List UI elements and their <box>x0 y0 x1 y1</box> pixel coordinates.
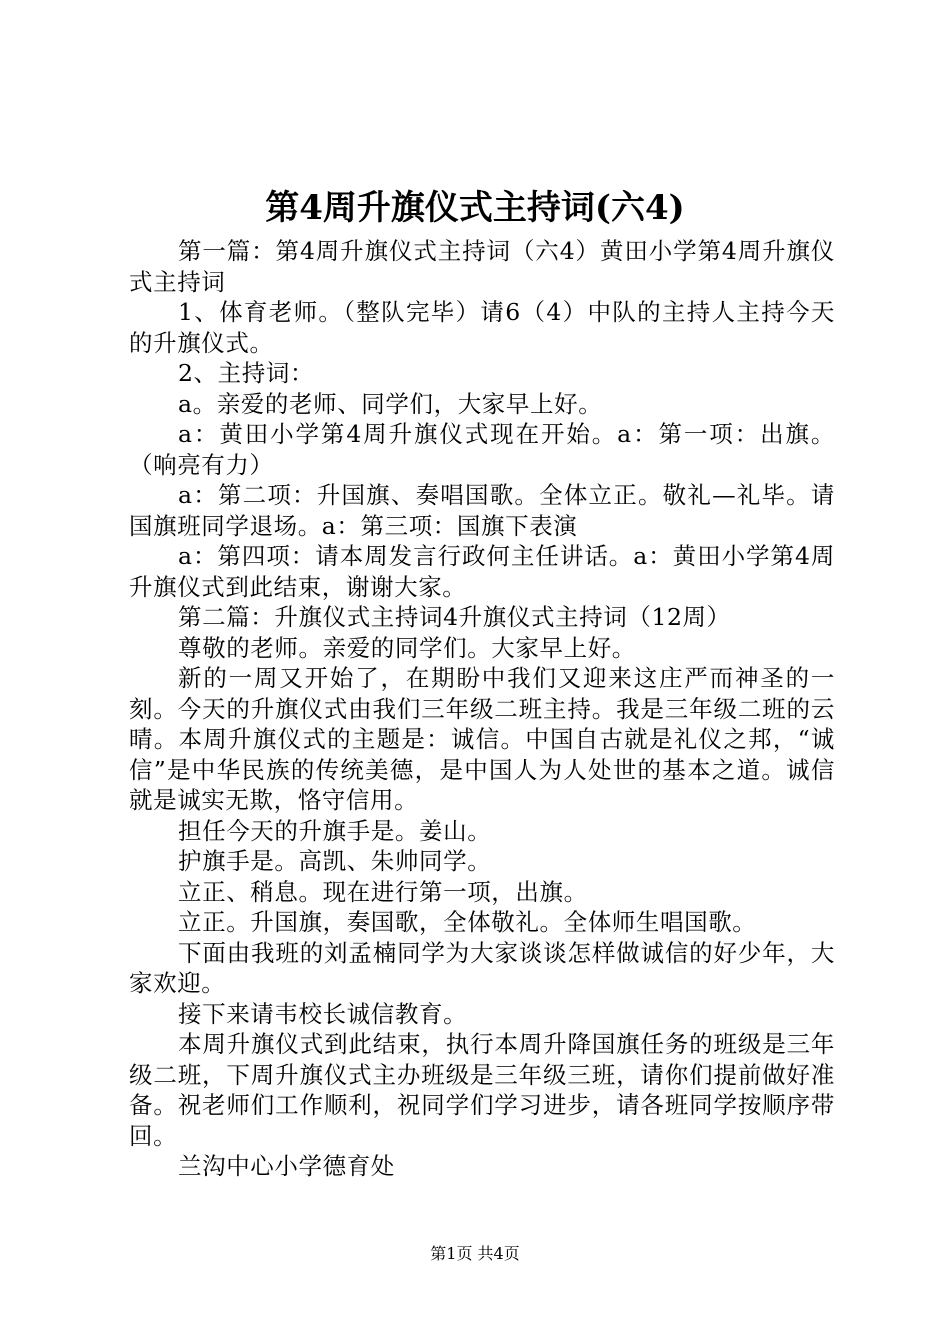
paragraph: 护旗手是。高凯、朱帅同学。 <box>178 847 492 875</box>
paragraph: 接下来请韦校长诚信教育。 <box>178 999 468 1028</box>
paragraph: 本周升旗仪式到此结束，执行本周升降国旗任务的班级是三年级二班，下周升旗仪式主办班级是三年级三班，请你们提前做好准备。祝老师们工作顺利，祝同学们学习进步，请各班同学按顺序带回。 <box>129 1030 835 1150</box>
paragraph: 下面由我班的刘孟楠同学为大家谈谈怎样做诚信的好少年，大家欢迎。 <box>129 938 835 997</box>
page-number-footer: 第1页 共4页 <box>430 1244 520 1263</box>
paragraph: 立正、稍息。现在进行第一项，出旗。 <box>178 877 588 906</box>
paragraph: 第二篇：升旗仪式主持词4升旗仪式主持词（12周） <box>178 603 731 631</box>
paragraph: 1、体育老师。（整队完毕）请6（4）中队的主持人主持今天的升旗仪式。 <box>129 298 835 357</box>
paragraph: a：第二项：升国旗、奏唱国歌。全体立正。敬礼—礼毕。请国旗班同学退场。a：第三项：国旗下表演 <box>129 481 835 540</box>
paragraph: 立正。升国旗，奏国歌，全体敬礼。全体师生唱国歌。 <box>178 908 757 936</box>
paragraph: 新的一周又开始了，在期盼中我们又迎来这庄严而神圣的一刻。今天的升旗仪式由我们三年级二班主持。我是三年级二班的云晴。本周升旗仪式的主题是：诚信。中国自古就是礼仪之邦，“诚信”是中华民族的传统美德，是中国人为人处世的基本之道。诚信就是诚实无欺，恪守信用。 <box>129 664 835 814</box>
paragraph: 2、主持词： <box>178 359 315 387</box>
paragraph: 担任今天的升旗手是。姜山。 <box>178 816 492 845</box>
paragraph: a。亲爱的老师、同学们，大家早上好。 <box>178 389 603 418</box>
document-title: 第4周升旗仪式主持词(六4) <box>265 188 685 228</box>
document-body <box>129 236 835 1182</box>
paragraph: 第一篇：第4周升旗仪式主持词（六4）黄田小学第4周升旗仪式主持词 <box>129 237 835 296</box>
paragraph: a：第四项：请本周发言行政何主任讲话。a：黄田小学第4周升旗仪式到此结束，谢谢大家。 <box>129 542 835 601</box>
signature-line: 兰沟中心小学德育处 <box>178 1152 395 1180</box>
paragraph: 尊敬的老师。亲爱的同学们。大家早上好。 <box>178 633 636 662</box>
paragraph: a：黄田小学第4周升旗仪式现在开始。a：第一项：出旗。（响亮有力） <box>129 420 835 479</box>
